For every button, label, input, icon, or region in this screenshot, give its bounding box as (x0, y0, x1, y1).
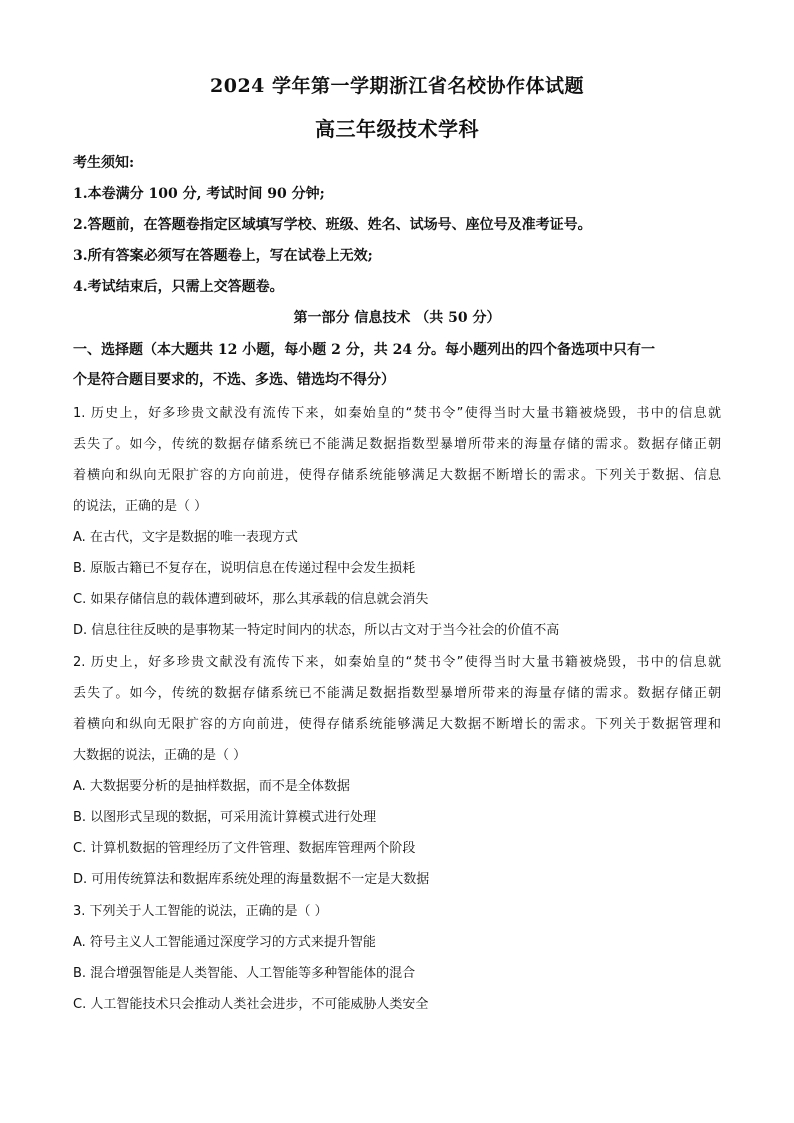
section-title: 第一部分 信息技术 （共 50 分） (293, 310, 501, 326)
notice-item: 3.所有答案必须写在答题卷上，写在试卷上无效; (73, 248, 373, 264)
question-3-option-a: A. 符号主义人工智能通过深度学习的方式来提升智能 (73, 935, 376, 950)
notice-item: 2.答题前，在答题卷指定区域填写学校、班级、姓名、试场号、座位号及准考证号。 (73, 217, 592, 233)
section-instruction: 个是符合题目要求的，不选、多选、错选均不得分） (73, 372, 395, 388)
question-2-option-c: C. 计算机数据的管理经历了文件管理、数据库管理两个阶段 (73, 841, 416, 856)
question-2-stem-line: 大数据的说法，正确的是（ ） (73, 748, 247, 763)
question-3-option-c: C. 人工智能技术只会推动人类社会进步，不可能威胁人类安全 (73, 997, 429, 1012)
exam-title: 2024 学年第一学期浙江省名校协作体试题 (210, 75, 584, 97)
question-1-option-c: C. 如果存储信息的载体遭到破坏，那么其承载的信息就会消失 (73, 592, 429, 607)
notice-heading: 考生须知: (73, 155, 135, 171)
question-2-option-b: B. 以图形式呈现的数据，可采用流计算模式进行处理 (73, 810, 377, 825)
question-1-stem-line: 1. 历史上，好多珍贵文献没有流传下来，如秦始皇的“焚书令”使得当时大量书籍被烧毁，书中的信息就 (73, 406, 721, 421)
question-3-option-b: B. 混合增强智能是人类智能、人工智能等多种智能体的混合 (73, 966, 416, 981)
question-2-option-d: D. 可用传统算法和数据库系统处理的海量数据不一定是大数据 (73, 872, 430, 887)
question-2-option-a: A. 大数据要分析的是抽样数据，而不是全体数据 (73, 779, 350, 794)
notice-item: 1.本卷满分 100 分, 考试时间 90 分钟; (73, 186, 325, 202)
question-1-option-b: B. 原版古籍已不复存在，说明信息在传递过程中会发生损耗 (73, 561, 416, 576)
question-1-stem-line: 的说法，正确的是（ ） (73, 499, 208, 514)
question-1-stem-line: 着横向和纵向无限扩容的方向前进，使得存储系统能够满足大数据不断增长的需求。下列关于数据、信息 (73, 468, 721, 483)
question-2-stem-line: 丢失了。如今，传统的数据存储系统已不能满足数据指数型暴增所带来的海量存储的需求。数据存储正朝 (73, 686, 721, 701)
section-instruction: 一、选择题（本大题共 12 小题，每小题 2 分，共 24 分。每小题列出的四个备选项中只有一 (73, 342, 655, 358)
question-1-stem-line: 丢失了。如今，传统的数据存储系统已不能满足数据指数型暴增所带来的海量存储的需求。数据存储正朝 (73, 437, 721, 452)
question-3-stem-line: 3. 下列关于人工智能的说法，正确的是（ ） (73, 904, 328, 919)
question-2-stem-line: 2. 历史上，好多珍贵文献没有流传下来，如秦始皇的“焚书令”使得当时大量书籍被烧毁，书中的信息就 (73, 655, 721, 670)
notice-item: 4.考试结束后，只需上交答题卷。 (73, 279, 284, 295)
question-2-stem-line: 着横向和纵向无限扩容的方向前进，使得存储系统能够满足大数据不断增长的需求。下列关于数据管理和 (73, 717, 721, 732)
question-1-option-d: D. 信息往往反映的是事物某一特定时间内的状态，所以古文对于当今社会的价值不高 (73, 623, 560, 638)
question-1-option-a: A. 在古代，文字是数据的唯一表现方式 (73, 530, 298, 545)
exam-subtitle: 高三年级技术学科 (315, 117, 479, 141)
